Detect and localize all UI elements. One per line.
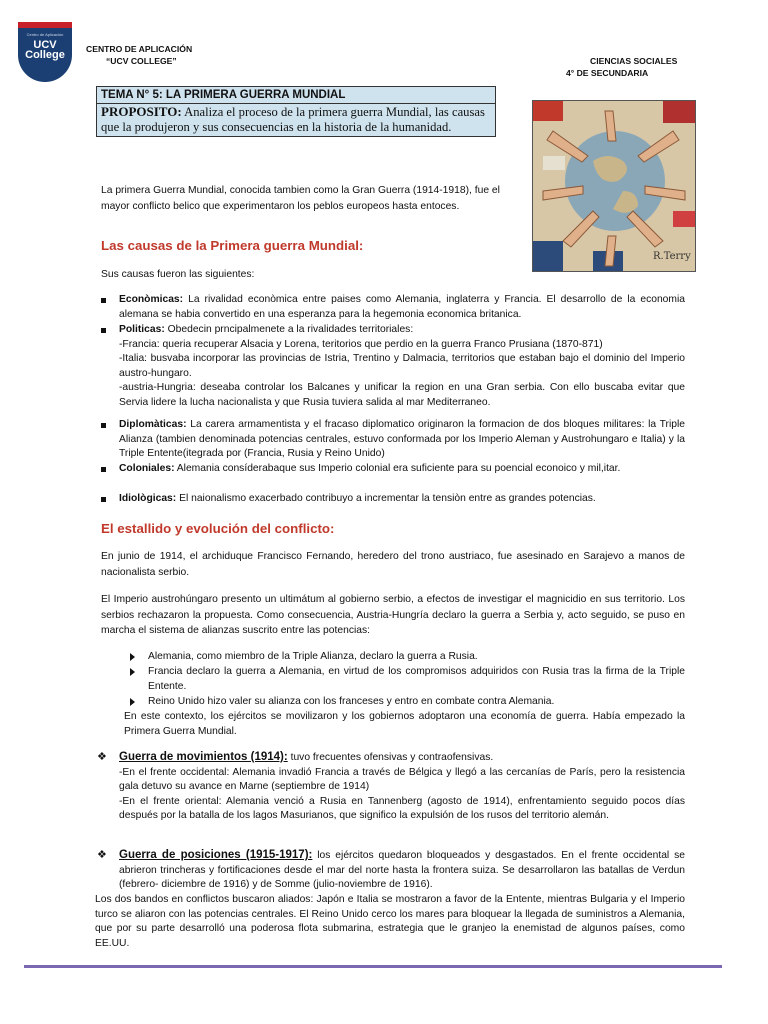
- causes-lead: Sus causas fueron las siguientes:: [101, 269, 255, 280]
- western-front-text: -En el frente occidental: Alemania invadió Francia a través de Bélgica y llegó a las cercanías de París, pero la resistencia gala detuvo su avance en Marne (septiembre de 1914): [119, 766, 685, 792]
- phase-title: Guerra de movimientos (1914):: [119, 751, 288, 763]
- political-sub-austria: -austria-Hungria: deseaba controlar los Balcanes y unificar la region en una Gran serbia. Con ello buscaba evitar que Servia lidere la lucha nacionalista y que Rusia tuviera salida al mar Mediterraneo.: [119, 382, 685, 408]
- grade-label: 4° DE SECUNDARIA: [566, 68, 649, 78]
- cause-text: La carera armamentista y el fracaso diplomatico originaron la formacion de dos bloques militares: la Triple Alianza (tambien denominada potencias centrales, estuvo conformada por los Imperio Aleman y Austrohungaro e Italia) y la Triple Entente(itegrada por (Francia, Rusia y Reino Unido): [119, 419, 685, 459]
- closing-paragraph: Los dos bandos en conflictos buscaron aliados: Japón e Italia se mostraron a favor de la Entente, mientras Bulgaria y el Imperio turco se aliaron con las potencias centrales. El Reino Unido cerco los mares para bloquear la llegada de suministros a Alemania, que por su parte desarrolló una poderosa flota submarina, estrategia que le granjeo la enemistad de algunos países, como EE.UU.: [95, 894, 685, 949]
- illustration-signature: R.Terry: [653, 251, 691, 262]
- hands-globe-illustration: [532, 100, 696, 272]
- bullet-square-icon: [101, 328, 106, 333]
- cause-diplomatic: [119, 418, 685, 462]
- alliance-item-1: Alemania, como miembro de la Triple Alianza, declaro la guerra a Rusia.: [148, 650, 685, 665]
- section-heading-causes: Las causas de la Primera guerra Mundial:: [101, 238, 364, 253]
- intro-paragraph: La primera Guerra Mundial, conocida tambien como la Gran Guerra (1914-1918), fue el mayor conflicto belico que experimentaron los peblos europeos hasta entoces.: [101, 185, 500, 212]
- bullet-square-icon: [101, 298, 106, 303]
- political-sub-italy: -Italia: busvaba incorporar las provincias de Istria, Trentino y Dalmacia, territorios que estaban bajo el dominio del Imperio austro-hungaro.: [119, 353, 685, 379]
- cause-label: Econòmicas:: [119, 294, 184, 305]
- cause-text: Alemania consíderabaque sus Imperio colonial era suficiente para su poencial econoico y mil,itar.: [174, 463, 621, 474]
- school-name-line2: “UCV COLLEGE”: [106, 56, 177, 66]
- purpose-text: Analiza el proceso de la primera guerra Mundial, las causas que la produjeron y sus consecuencias en la historia de la humanidad.: [101, 105, 485, 134]
- cause-label: Coloniales:: [119, 463, 175, 474]
- logo-small-text: Centro de Aplicación: [26, 32, 64, 37]
- purpose-statement: [97, 104, 495, 136]
- arrow-bullet-icon: [130, 698, 135, 706]
- school-name-line1: CENTRO DE APLICACIÓN: [86, 44, 193, 54]
- cause-political: [119, 323, 685, 410]
- arrow-bullet-icon: [130, 668, 135, 676]
- bullet-square-icon: [101, 497, 106, 502]
- phase-position-war: [97, 848, 685, 893]
- logo-name: UCV College: [25, 39, 65, 61]
- section-heading-outbreak: El estallido y evolución del conflicto:: [101, 521, 335, 536]
- bullet-square-icon: [101, 467, 106, 472]
- outbreak-paragraph-1: En junio de 1914, el archiduque Francisco Fernando, heredero del trono austriaco, fue asesinado en Sarajevo a manos de nacionalista serbio.: [101, 551, 685, 578]
- phase-text: los ejércitos quedaron bloqueados y desgastados. En el frente occidental se abrieron trincheras y fortificaciones desde el mar del norte hasta la frontera suiza. Se desarrollaron las batallas de Verdun (febrero- diciembre de 1916) y de Somme (julio-noviembre de 1916).: [119, 850, 685, 890]
- cause-label: Idiològicas:: [119, 493, 177, 504]
- outbreak-paragraph-2: El Imperio austrohúngaro presento un ultimátum al gobierno serbio, a efectos de investigar el magnicidio en sus territorio. Los serbios rechazaron la propuesta. Como consecuencia, Austria-Hungría declaro la guerra a Serbia y, acto seguido, se puso en marcha el sistema de alianzas suscrito entre las potencias:: [101, 594, 685, 636]
- outbreak-paragraph-3: En este contexto, los ejércitos se movilizaron y los gobiernos adoptaron una economía de guerra. Había empezado la Primera Guerra Mundial.: [124, 711, 685, 737]
- arrow-bullet-icon: [130, 653, 135, 661]
- footer-divider: [24, 965, 722, 968]
- cause-text: El naionalismo exacerbado contribuyo a incrementar la tensiòn entre as grandes potencias.: [176, 493, 596, 504]
- eastern-front-text: -En el frente oriental: Alemania venció a Rusia en Tannenberg (agosto de 1914), enfrentamiento seguido pocos días después por la batalla de los lagos Masurianos, que significo la expulsión de los rusos del territorio alemán.: [119, 795, 685, 821]
- purpose-label: PROPOSITO:: [101, 104, 182, 119]
- phase-title: Guerra de posiciones (1915-1917):: [119, 849, 313, 861]
- cause-colonial: [119, 462, 685, 477]
- phase-movement-war: [97, 750, 685, 824]
- alliance-item-3: Reino Unido hizo valer su alianza con los franceses y entro en combate contra Alemania.: [148, 695, 685, 710]
- cause-text: La rivalidad econòmica entre paises como Alemania, inglaterra y Francia. El desarrollo de la economia alemana se habia convertido en una esperanza para la hegemonia economica britanica.: [119, 294, 685, 320]
- political-sub-france: -Francia: queria recuperar Alsacia y Lorena, teritorios que perdio en la guerra Franco Prusiana (1870-871): [119, 338, 603, 350]
- topic-box: [96, 86, 496, 137]
- cause-economic: [119, 293, 685, 322]
- bullet-square-icon: [101, 423, 106, 428]
- cause-label: Diplomàticas:: [119, 419, 187, 430]
- cause-label: Politicas:: [119, 324, 165, 335]
- subject-label: CIENCIAS SOCIALES: [590, 56, 678, 66]
- diamond-bullet-icon: ❖: [97, 751, 107, 763]
- topic-title: TEMA N° 5: LA PRIMERA GUERRA MUNDIAL: [97, 87, 495, 104]
- cause-text: Obedecin prncipalmenete a la rivalidades territoriales:: [164, 324, 414, 335]
- diamond-bullet-icon: ❖: [97, 849, 107, 861]
- logo-red-band: [18, 22, 72, 28]
- alliance-item-2: Francia declaro la guerra a Alemania, en virtud de los compromisos adquiridos con Rusia tras la firma de la Triple Entente.: [148, 665, 685, 694]
- phase-text: tuvo frecuentes ofensivas y contraofensivas.: [287, 752, 494, 763]
- cause-ideological: [119, 492, 685, 507]
- ucv-college-logo: [18, 22, 72, 82]
